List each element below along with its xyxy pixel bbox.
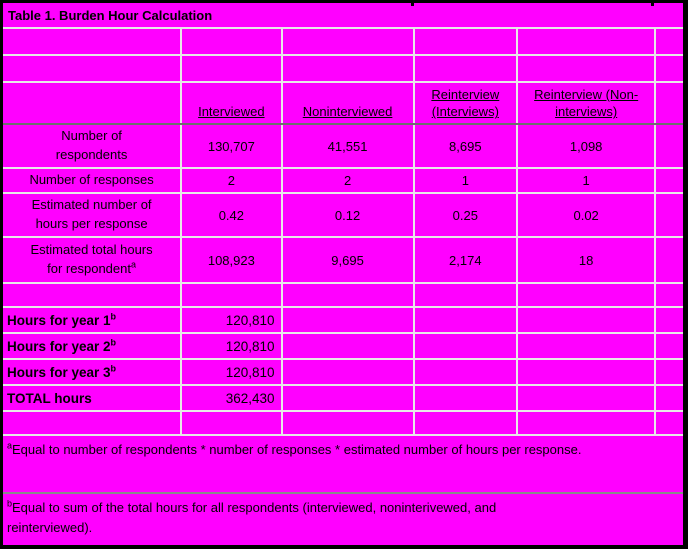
cell-value: 8,695 — [414, 124, 517, 168]
cell-value: 0.42 — [181, 193, 281, 237]
table-row-estimated-hours-per-response — [3, 193, 683, 237]
row-label: Hours for year 2$^b$ — [3, 333, 181, 359]
cell-value: 108,923 — [181, 237, 281, 283]
cell-empty — [655, 193, 683, 237]
row-label: Estimated number of hours per response — [3, 193, 181, 237]
blank-row — [3, 55, 683, 82]
blank-row — [3, 283, 683, 307]
col-header-reinterview-interviews: Reinterview (Interviews) — [414, 82, 517, 124]
table-row-estimated-total-hours — [3, 237, 683, 283]
table-row-hours-year-2 — [3, 333, 683, 359]
col-header-interviewed: Interviewed — [181, 82, 281, 124]
cell-value: 120,810 — [181, 333, 281, 359]
cell-value: 9,695 — [282, 237, 414, 283]
cell-value: 2 — [181, 168, 281, 193]
footnote-b: $^b$Equal to sum of the total hours for all respondents (interviewed, noninterivewed, and reinterviewed). — [3, 493, 683, 549]
cell-value: 2,174 — [414, 237, 517, 283]
blank-row — [3, 28, 683, 55]
header-empty — [655, 82, 683, 124]
top-border-light-segment — [361, 0, 676, 3]
cell-value: 0.25 — [414, 193, 517, 237]
row-label: TOTAL hours — [3, 385, 181, 411]
table-row-number-of-respondents — [3, 124, 683, 168]
cell-value: 130,707 — [181, 124, 281, 168]
cell-value: 18 — [517, 237, 655, 283]
col-header-reinterview-non-interviews: Reinterview (Non-interviews) — [517, 82, 655, 124]
cell-empty — [655, 237, 683, 283]
cell-value: 120,810 — [181, 307, 281, 333]
table-row-hours-year-3 — [3, 359, 683, 385]
cell-value: 120,810 — [181, 359, 281, 385]
cell-empty — [655, 168, 683, 193]
cell-empty — [655, 124, 683, 168]
footnote-a: $^a$Equal to number of respondents * number of responses * estimated number of hours per response. — [3, 435, 683, 493]
row-label: Estimated total hours for respondent$^a$ — [3, 237, 181, 283]
column-header-row — [3, 82, 683, 124]
row-label: Hours for year 3$^b$ — [3, 359, 181, 385]
table-title: Table 1. Burden Hour Calculation — [3, 3, 683, 28]
header-empty — [3, 82, 181, 124]
cell-value: 1,098 — [517, 124, 655, 168]
row-label: Number of respondents — [3, 124, 181, 168]
col-header-noninterviewed: Noninterviewed — [282, 82, 414, 124]
top-border-tick — [411, 0, 414, 6]
top-border-tick — [651, 0, 654, 6]
blank-row — [3, 411, 683, 435]
table-row-number-of-responses — [3, 168, 683, 193]
table-row-hours-year-1 — [3, 307, 683, 333]
burden-hour-calculation-table — [3, 3, 683, 549]
cell-value: 0.12 — [282, 193, 414, 237]
cell-value: 1 — [414, 168, 517, 193]
cell-value: 2 — [282, 168, 414, 193]
row-label: Hours for year 1$^b$ — [3, 307, 181, 333]
cell-value: 0.02 — [517, 193, 655, 237]
cell-value: 1 — [517, 168, 655, 193]
row-label: Number of responses — [3, 168, 181, 193]
cell-value: 362,430 — [181, 385, 281, 411]
table-row-total-hours — [3, 385, 683, 411]
cell-value: 41,551 — [282, 124, 414, 168]
